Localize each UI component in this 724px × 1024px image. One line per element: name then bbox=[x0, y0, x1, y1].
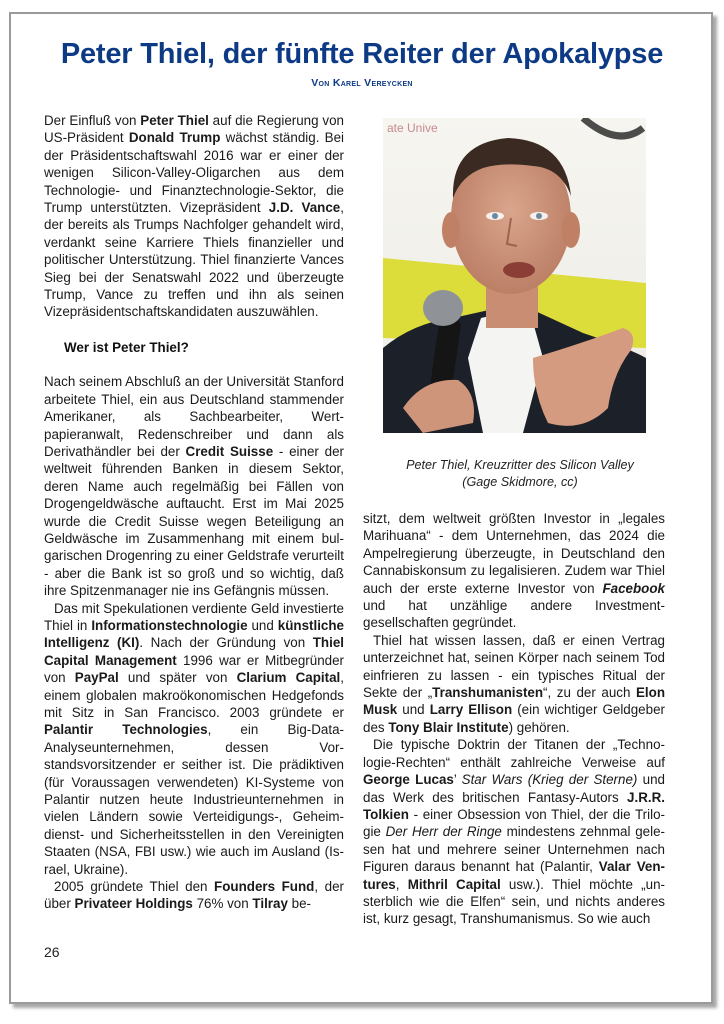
page-number: 26 bbox=[44, 944, 60, 960]
text-run: , einem globalen makroökonomischen Hedgefonds mit Sitz in San Francisco. 2003 gründete er bbox=[44, 670, 345, 720]
emphasis-run: Credit Suisse bbox=[185, 443, 274, 459]
text-run: und hat unzählige andere Investmentgesellschaften gegründet. bbox=[363, 598, 665, 631]
text-run: “, zu der auch bbox=[543, 685, 636, 701]
emphasis-run: George Lucas bbox=[363, 772, 454, 788]
emphasis-run: J.R.R. Tolkien bbox=[363, 789, 665, 822]
text-run: Nach seinem Abschluß an der Universität Stanford arbeitete Thiel, ein aus Deutschland stammender Amerikaner, als Sachbearbeiter, Wertpapieranwalt, Redenschreiber und dann als Derivathändler bei der bbox=[44, 374, 344, 459]
portrait-image bbox=[383, 118, 646, 433]
emphasis-run: Founders Fund bbox=[214, 879, 315, 895]
text-run: be- bbox=[287, 896, 311, 912]
emphasis-run: Star Wars (Krieg der Sterne) bbox=[461, 772, 638, 788]
emphasis-run: Der Herr der Ringe bbox=[385, 824, 502, 840]
photo-caption bbox=[370, 457, 670, 491]
emphasis-run: Privateer Holdings bbox=[74, 896, 193, 912]
text-run: , bbox=[395, 876, 408, 892]
emphasis-run: Palantir Technologies bbox=[44, 722, 208, 738]
emphasis-run: J.D. Vance bbox=[268, 200, 341, 216]
text-run: ’ bbox=[453, 772, 462, 788]
text-run: , der über bbox=[44, 879, 344, 912]
emphasis-run: Larry Ellison bbox=[429, 702, 513, 718]
article-photo bbox=[383, 118, 646, 433]
text-run: und später von bbox=[118, 670, 237, 686]
paragraph bbox=[363, 510, 665, 632]
text-run: und bbox=[247, 617, 278, 633]
emphasis-run: Facebook bbox=[602, 580, 665, 596]
text-run: wächst ständig. Bei der Präsidentschaftswahl 2016 war er einer der wenigen Silicon-Valley-Oligarchen aus dem Technologie- und Finanztechnologie-Sektor, die Trump unterstützten. Vizepräsident bbox=[44, 130, 344, 216]
text-run: Der Einfluß von bbox=[44, 113, 141, 128]
left-column bbox=[44, 112, 344, 913]
text-run: - einer der weltweit führenden Banken in diesem Sektor, deren Name auch regelmäßig bei Fällen von Drogengeldwäsche auftaucht. Erst im Mai 2025 wurde die Credit Suisse wegen Beteiligung an Geldwäsche im Zusammenhang mit einem bulgarischen Drogenring zu einer Geldstrafe verurteilt - aber die Bank ist so groß und so wichtig, daß ihre Spitzenmanager nie ins Gefängnis müssen. bbox=[44, 443, 344, 599]
paragraph bbox=[363, 736, 665, 927]
emphasis-run: Transhumanisten bbox=[432, 685, 544, 701]
section-subheading: Wer ist Peter Thiel? bbox=[64, 339, 189, 355]
emphasis-run: Mithril Capital bbox=[407, 876, 501, 892]
emphasis-run: Elon Musk bbox=[363, 685, 665, 718]
paragraph bbox=[363, 632, 665, 736]
emphasis-run: Valar Ventures bbox=[363, 859, 665, 892]
text-run: Thiel hat wissen lassen, daß er einen Vertrag unterzeichnet hat, seinen Körper nach seinem Tod einfrieren zu lassen - ein typisches Ritual der Sekte der „ bbox=[363, 632, 665, 701]
emphasis-run: künstliche Intelligenz (KI) bbox=[44, 617, 344, 651]
caption-line: Peter Thiel, Kreuzritter des Silicon Valley bbox=[406, 458, 634, 472]
article-byline: Von Karel Vereycken bbox=[311, 77, 413, 89]
emphasis-run: Thiel Capital Management bbox=[44, 635, 344, 668]
text-run: , ein Big-Data-Analyseunternehmen, dessen Vorstandsvorsitzender er seither ist. Die prädiktiven (für Voraussagen verwendeten) KI-Systeme von Palantir nutzen heute Industrieunternehmen in vielen Ländern sowie Verteidigungs-, Geheimdienst- und Sicherheitsstellen in den Vereinigten Staaten (NSA, FBI usw.) wie auch im Ausland (Israel, Ukraine). bbox=[44, 722, 344, 877]
text-run: 76% von bbox=[192, 896, 253, 912]
emphasis-run: Tony Blair Institute bbox=[388, 719, 509, 735]
text-run: (ein wichtiger Geldgeber des bbox=[363, 702, 665, 735]
paragraph bbox=[44, 112, 344, 321]
text-run: mindestens zehnmal gelesen hat und mehrere seiner Unternehmen nach Figuren daraus benannt hat (Palantir, bbox=[363, 824, 665, 875]
emphasis-run: Informationstechnologie bbox=[91, 617, 248, 633]
paragraph bbox=[44, 878, 344, 913]
paragraph bbox=[44, 373, 344, 599]
text-run: usw.). Thiel möchte „unsterblich wie die Elfen“ sein, und nichts anderes ist, kurz gesagt, Transhumanismus. So wie auch bbox=[363, 876, 666, 927]
right-column bbox=[363, 510, 665, 928]
text-run: - einer Obsession von Thiel, der die Trilogie bbox=[363, 806, 665, 840]
text-run: auf die Regierung von US-Präsident bbox=[44, 113, 344, 146]
emphasis-run: Tilray bbox=[252, 896, 288, 912]
text-run: und das Werk des britischen Fantasy-Autors bbox=[363, 772, 665, 805]
text-run: sitzt, dem weltweit größten Investor in „legales Marihuana“ - dem Unternehmen, das 2024 die Ampelregierung überzeugte, in Deutschland den Cannabiskonsum zu legalisieren. Zudem war Thiel auch der erste externe Investor von bbox=[363, 511, 665, 596]
article-title: Peter Thiel, der fünfte Reiter der Apokalypse bbox=[60, 38, 664, 70]
text-run: ) gehören. bbox=[508, 719, 570, 735]
background-sign-text: ate Unive bbox=[387, 121, 438, 135]
text-run: Das mit Spekulationen verdiente Geld investierte Thiel in bbox=[44, 600, 344, 633]
emphasis-run: PayPal bbox=[74, 670, 119, 686]
emphasis-run: Donald Trump bbox=[128, 130, 221, 146]
text-run: und bbox=[397, 702, 430, 718]
emphasis-run: Clarium Capital bbox=[236, 670, 341, 686]
text-run: 2005 gründete Thiel den bbox=[54, 879, 215, 895]
emphasis-run: Peter Thiel bbox=[140, 113, 209, 128]
microphone-head bbox=[423, 290, 463, 326]
mouth bbox=[503, 262, 535, 278]
text-run: 1996 war er Mitbegründer von bbox=[44, 652, 344, 686]
paragraph bbox=[44, 600, 344, 879]
text-run: , der bereits als Trumps Nachfolger gehandelt wird, verdankt seine Karriere Thiels finanzieller und politischer Unterstützung. Thiel finanzierte Vances Sieg bei der Senatswahl 2022 und überzeugte Trump, Vance zu treffen und ihn als seinen Vizepräsidentschaftskandidaten auszuwählen. bbox=[44, 200, 344, 320]
text-run: Die typische Doktrin der Titanen der „Technologie-Rechten“ enthält zahlreiche Verweise auf bbox=[363, 737, 665, 770]
caption-credit: (Gage Skidmore, cc) bbox=[462, 475, 578, 489]
text-run: . Nach der Gründung von bbox=[139, 635, 313, 651]
